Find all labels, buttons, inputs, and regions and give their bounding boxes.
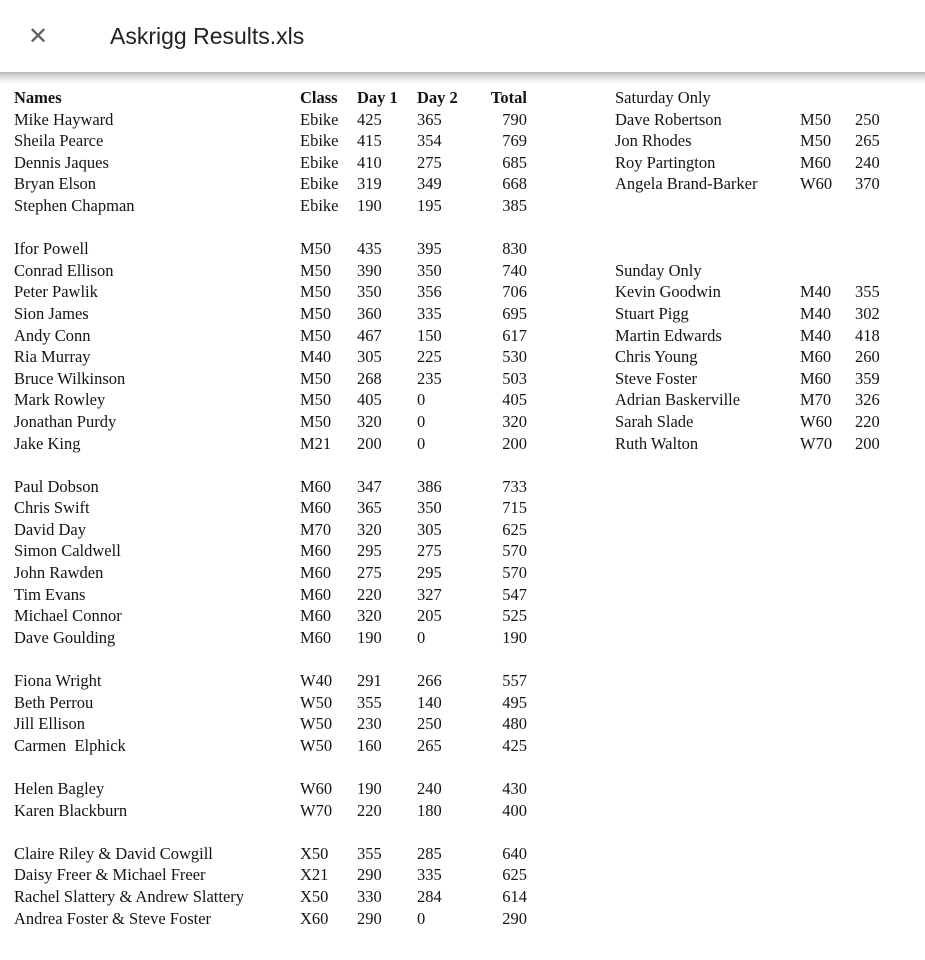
class-cell: M60	[300, 606, 332, 626]
table-row	[14, 195, 554, 217]
day1-cell: 291	[357, 671, 382, 691]
day2-cell: 250	[417, 714, 442, 734]
class-cell: M60	[800, 368, 832, 388]
table-row	[14, 497, 554, 519]
name-cell: Simon Caldwell	[14, 541, 121, 561]
table-row	[14, 152, 554, 174]
class-cell: M40	[800, 303, 832, 323]
name-cell: Ria Murray	[14, 347, 91, 367]
name-cell	[14, 756, 300, 778]
total-cell: 530	[502, 347, 527, 367]
total-cell: 706	[502, 282, 527, 302]
total-cell: 695	[502, 303, 527, 323]
table-row	[14, 886, 554, 908]
day1-cell	[357, 756, 417, 778]
day2-cell: 180	[417, 800, 442, 820]
table-header-row	[14, 87, 554, 109]
results-table	[14, 87, 554, 929]
class-cell: M60	[300, 498, 332, 518]
close-icon: ✕	[27, 22, 49, 50]
table-row	[14, 821, 554, 843]
name-cell	[14, 821, 300, 843]
name-cell: Peter Pawlik	[14, 282, 98, 302]
day1-cell: 425	[357, 109, 382, 129]
day1-cell: 319	[357, 174, 382, 194]
score-cell: 250	[855, 109, 880, 129]
class-cell: M50	[300, 260, 332, 280]
name-cell: David Day	[14, 519, 86, 539]
class-cell: M60	[300, 541, 332, 561]
day1-cell: 190	[357, 195, 382, 215]
name-cell: Andy Conn	[14, 325, 91, 345]
table-row	[14, 173, 554, 195]
class-cell: M70	[800, 390, 832, 410]
score-cell: 355	[855, 282, 880, 302]
day2-cell: 365	[417, 109, 442, 129]
day2-cell: 356	[417, 282, 442, 302]
total-cell: 570	[502, 563, 527, 583]
name-cell: Daisy Freer & Michael Freer	[14, 865, 206, 885]
total-cell: 480	[502, 714, 527, 734]
table-row	[14, 325, 554, 347]
day2-cell: 0	[417, 908, 426, 928]
name-cell: Angela Brand-Barker	[615, 174, 758, 194]
table-row	[14, 800, 554, 822]
name-cell: Chris Swift	[14, 498, 90, 518]
sunday-row	[615, 389, 915, 411]
score-cell: 220	[855, 411, 880, 431]
day1-cell: 405	[357, 390, 382, 410]
preview-toolbar	[0, 0, 925, 72]
name-cell	[14, 648, 300, 670]
day2-cell: 0	[417, 390, 426, 410]
table-row	[14, 778, 554, 800]
name-cell: Mark Rowley	[14, 390, 106, 410]
class-cell	[300, 648, 357, 670]
day1-cell: 350	[357, 282, 382, 302]
sunday-row	[615, 303, 915, 325]
total-cell: 830	[502, 239, 527, 259]
total-cell: 570	[502, 541, 527, 561]
total-cell: 685	[502, 152, 527, 172]
class-cell: X50	[300, 843, 329, 863]
class-cell: M50	[300, 390, 332, 410]
table-row	[14, 109, 554, 131]
total-cell: 769	[502, 131, 527, 151]
total-cell: 290	[502, 908, 527, 928]
day2-cell: 335	[417, 865, 442, 885]
class-cell	[300, 454, 357, 476]
class-cell: M40	[300, 347, 332, 367]
table-row	[14, 648, 554, 670]
toolbar-shadow	[0, 72, 925, 84]
day1-cell: 290	[357, 865, 382, 885]
class-cell: X50	[300, 886, 329, 906]
saturday-row	[615, 109, 915, 131]
day2-cell: 395	[417, 239, 442, 259]
table-row	[14, 217, 554, 239]
table-row	[14, 260, 554, 282]
day1-cell: 275	[357, 563, 382, 583]
total-cell: 430	[502, 779, 527, 798]
day2-cell	[417, 454, 477, 476]
name-cell: Stuart Pigg	[615, 303, 689, 323]
col-header-names: Names	[14, 88, 62, 107]
total-cell: 405	[502, 390, 527, 410]
name-cell: Jon Rhodes	[615, 131, 692, 151]
day1-cell: 320	[357, 606, 382, 626]
class-cell: W70	[300, 800, 333, 820]
class-cell: M60	[300, 563, 332, 583]
table-row	[14, 519, 554, 541]
day1-cell: 330	[357, 886, 382, 906]
col-header-total: Total	[490, 88, 527, 107]
score-cell: 260	[855, 347, 880, 367]
day1-cell: 160	[357, 735, 382, 755]
total-cell: 625	[502, 865, 527, 885]
saturday-row	[615, 173, 915, 195]
day1-cell: 268	[357, 368, 382, 388]
table-row	[14, 584, 554, 606]
table-row	[14, 864, 554, 886]
day2-cell: 285	[417, 843, 442, 863]
total-cell: 614	[502, 886, 527, 906]
day1-cell: 467	[357, 325, 382, 345]
name-cell: Fiona Wright	[14, 671, 102, 691]
day2-cell: 205	[417, 606, 442, 626]
day2-cell: 349	[417, 174, 442, 194]
name-cell: Stephen Chapman	[14, 195, 135, 215]
name-cell: Bruce Wilkinson	[14, 368, 126, 388]
class-cell: W60	[800, 411, 833, 431]
total-cell: 425	[502, 735, 527, 755]
day2-cell: 195	[417, 195, 442, 215]
day2-cell: 354	[417, 131, 442, 151]
day1-cell: 320	[357, 519, 382, 539]
name-cell: Kevin Goodwin	[615, 282, 721, 302]
day2-cell: 265	[417, 735, 442, 755]
class-cell: M60	[300, 584, 332, 604]
name-cell: Jonathan Purdy	[14, 411, 117, 431]
total-cell: 733	[502, 476, 527, 496]
day1-cell: 295	[357, 541, 382, 561]
total-cell: 503	[502, 368, 527, 388]
score-cell: 418	[855, 325, 880, 345]
class-cell: W40	[300, 671, 333, 691]
table-row	[14, 908, 554, 930]
table-row	[14, 433, 554, 455]
name-cell: Mike Hayward	[14, 109, 114, 129]
class-cell: M50	[800, 109, 832, 129]
day1-cell: 230	[357, 714, 382, 734]
table-row	[14, 670, 554, 692]
table-row	[14, 130, 554, 152]
class-cell: W70	[800, 433, 833, 453]
day1-cell: 190	[357, 627, 382, 647]
name-cell	[14, 454, 300, 476]
class-cell: M50	[300, 368, 332, 388]
score-cell: 326	[855, 390, 880, 410]
score-cell: 200	[855, 433, 880, 453]
day2-cell: 225	[417, 347, 442, 367]
name-cell: Conrad Ellison	[14, 260, 114, 280]
total-cell: 668	[502, 174, 527, 194]
total-cell: 557	[502, 671, 527, 691]
saturday-title: Saturday Only	[615, 88, 711, 107]
class-cell	[300, 756, 357, 778]
class-cell: M50	[800, 131, 832, 151]
total-cell	[477, 821, 527, 843]
name-cell: Sheila Pearce	[14, 131, 104, 151]
name-cell: Dave Robertson	[615, 109, 722, 129]
day2-cell	[417, 217, 477, 239]
day2-cell: 295	[417, 563, 442, 583]
name-cell: Sion James	[14, 303, 89, 323]
class-cell: M60	[300, 476, 332, 496]
saturday-row	[615, 130, 915, 152]
name-cell: Bryan Elson	[14, 174, 97, 194]
day1-cell	[357, 648, 417, 670]
day2-cell: 266	[417, 671, 442, 691]
table-row	[14, 454, 554, 476]
total-cell: 740	[502, 260, 527, 280]
total-cell: 640	[502, 843, 527, 863]
day2-cell: 150	[417, 325, 442, 345]
day1-cell: 415	[357, 131, 382, 151]
sunday-row	[615, 346, 915, 368]
table-row	[14, 627, 554, 649]
sunday-row	[615, 433, 915, 455]
name-cell: Jill Ellison	[14, 714, 86, 734]
name-cell: Adrian Baskerville	[615, 390, 741, 410]
name-cell: Carmen Elphick	[14, 735, 126, 755]
total-cell: 617	[502, 325, 527, 345]
class-cell: M40	[800, 325, 832, 345]
day1-cell: 355	[357, 692, 382, 712]
class-cell: W60	[800, 174, 833, 194]
day2-cell: 284	[417, 886, 442, 906]
score-cell: 240	[855, 152, 880, 172]
class-cell: X60	[300, 908, 329, 928]
total-cell: 200	[502, 433, 527, 453]
class-cell: M21	[300, 433, 332, 453]
day1-cell: 200	[357, 433, 382, 453]
name-cell: Michael Connor	[14, 606, 122, 626]
class-cell: Ebike	[300, 131, 339, 151]
table-row	[14, 562, 554, 584]
class-cell: X21	[300, 865, 329, 885]
day2-cell: 240	[417, 779, 442, 798]
class-cell: M50	[300, 303, 332, 323]
table-row	[14, 735, 554, 757]
sunday-row	[615, 411, 915, 433]
name-cell: Sarah Slade	[615, 411, 694, 431]
saturday-title-row	[615, 87, 915, 109]
name-cell: Steve Foster	[615, 368, 698, 388]
name-cell: Chris Young	[615, 347, 698, 367]
total-cell: 525	[502, 606, 527, 626]
name-cell: Dennis Jaques	[14, 152, 109, 172]
class-cell: M40	[800, 282, 832, 302]
day1-cell	[357, 821, 417, 843]
total-cell: 400	[502, 800, 527, 820]
saturday-row	[615, 152, 915, 174]
sunday-section	[615, 260, 915, 454]
score-cell: 265	[855, 131, 880, 151]
class-cell: M50	[300, 282, 332, 302]
day1-cell: 355	[357, 843, 382, 863]
table-row	[14, 713, 554, 735]
class-cell: W50	[300, 735, 333, 755]
class-cell: W60	[300, 779, 333, 798]
table-row	[14, 692, 554, 714]
day1-cell	[357, 217, 417, 239]
day2-cell: 350	[417, 498, 442, 518]
table-row	[14, 346, 554, 368]
class-cell: Ebike	[300, 109, 339, 129]
score-cell: 302	[855, 303, 880, 323]
day2-cell: 350	[417, 260, 442, 280]
sunday-row	[615, 281, 915, 303]
score-cell: 370	[855, 174, 880, 194]
total-cell: 715	[502, 498, 527, 518]
col-header-day2: Day 2	[417, 88, 458, 107]
score-cell: 359	[855, 368, 880, 388]
day1-cell	[357, 454, 417, 476]
day1-cell: 347	[357, 476, 382, 496]
sunday-title-row	[615, 260, 915, 282]
total-cell: 790	[502, 109, 527, 129]
day2-cell	[417, 821, 477, 843]
class-cell: W50	[300, 714, 333, 734]
table-row	[14, 303, 554, 325]
class-cell: M50	[300, 239, 332, 259]
table-row	[14, 389, 554, 411]
total-cell	[477, 217, 527, 239]
day2-cell: 0	[417, 433, 426, 453]
day2-cell: 0	[417, 411, 426, 431]
day2-cell: 140	[417, 692, 442, 712]
name-cell: Beth Perrou	[14, 692, 94, 712]
class-cell: Ebike	[300, 152, 339, 172]
name-cell: Karen Blackburn	[14, 800, 128, 820]
day2-cell: 327	[417, 584, 442, 604]
name-cell: Martin Edwards	[615, 325, 722, 345]
name-cell	[14, 217, 300, 239]
day1-cell: 360	[357, 303, 382, 323]
total-cell: 547	[502, 584, 527, 604]
day2-cell: 335	[417, 303, 442, 323]
class-cell: M70	[300, 519, 332, 539]
table-row	[14, 540, 554, 562]
class-cell: Ebike	[300, 174, 339, 194]
spreadsheet-preview	[0, 87, 925, 947]
table-row	[14, 843, 554, 865]
day2-cell: 386	[417, 476, 442, 496]
table-row	[14, 756, 554, 778]
day1-cell: 190	[357, 779, 382, 798]
sunday-row	[615, 368, 915, 390]
day2-cell: 305	[417, 519, 442, 539]
total-cell: 495	[502, 692, 527, 712]
total-cell	[477, 756, 527, 778]
sunday-body	[615, 281, 915, 454]
class-cell: M60	[300, 627, 332, 647]
table-row	[14, 238, 554, 260]
day2-cell	[417, 648, 477, 670]
name-cell: Claire Riley & David Cowgill	[14, 843, 213, 863]
class-cell	[300, 217, 357, 239]
table-row	[14, 368, 554, 390]
day2-cell	[417, 756, 477, 778]
table-row	[14, 411, 554, 433]
table-body	[14, 109, 554, 930]
class-cell: M60	[800, 152, 832, 172]
total-cell: 190	[502, 627, 527, 647]
table-row	[14, 476, 554, 498]
total-cell: 320	[502, 411, 527, 431]
close-button[interactable]	[24, 22, 52, 50]
total-cell: 625	[502, 519, 527, 539]
day1-cell: 410	[357, 152, 382, 172]
class-cell: M50	[300, 411, 332, 431]
file-title: Askrigg Results.xls	[110, 22, 305, 49]
day2-cell: 275	[417, 541, 442, 561]
day2-cell: 235	[417, 368, 442, 388]
day1-cell: 435	[357, 239, 382, 259]
table-row	[14, 605, 554, 627]
name-cell: Tim Evans	[14, 584, 86, 604]
sunday-row	[615, 325, 915, 347]
day1-cell: 220	[357, 584, 382, 604]
name-cell: John Rawden	[14, 563, 104, 583]
day1-cell: 305	[357, 347, 382, 367]
saturday-section	[615, 87, 915, 195]
class-cell: Ebike	[300, 195, 339, 215]
day2-cell: 275	[417, 152, 442, 172]
name-cell: Dave Goulding	[14, 627, 116, 647]
name-cell: Ruth Walton	[615, 433, 699, 453]
name-cell: Jake King	[14, 433, 81, 453]
saturday-body	[615, 109, 915, 195]
total-cell: 385	[502, 195, 527, 215]
day1-cell: 290	[357, 908, 382, 928]
sunday-title: Sunday Only	[615, 260, 702, 280]
col-header-class: Class	[300, 88, 338, 107]
class-cell	[300, 821, 357, 843]
day1-cell: 390	[357, 260, 382, 280]
day1-cell: 320	[357, 411, 382, 431]
day1-cell: 220	[357, 800, 382, 820]
total-cell	[477, 648, 527, 670]
name-cell: Andrea Foster & Steve Foster	[14, 908, 212, 928]
class-cell: W50	[300, 692, 333, 712]
name-cell: Rachel Slattery & Andrew Slattery	[14, 886, 245, 906]
name-cell: Paul Dobson	[14, 476, 99, 496]
class-cell: M60	[800, 347, 832, 367]
total-cell	[477, 454, 527, 476]
name-cell: Roy Partington	[615, 152, 716, 172]
class-cell: M50	[300, 325, 332, 345]
name-cell: Helen Bagley	[14, 779, 105, 798]
col-header-day1: Day 1	[357, 88, 398, 107]
day1-cell: 365	[357, 498, 382, 518]
table-row	[14, 281, 554, 303]
day2-cell: 0	[417, 627, 426, 647]
name-cell: Ifor Powell	[14, 239, 89, 259]
